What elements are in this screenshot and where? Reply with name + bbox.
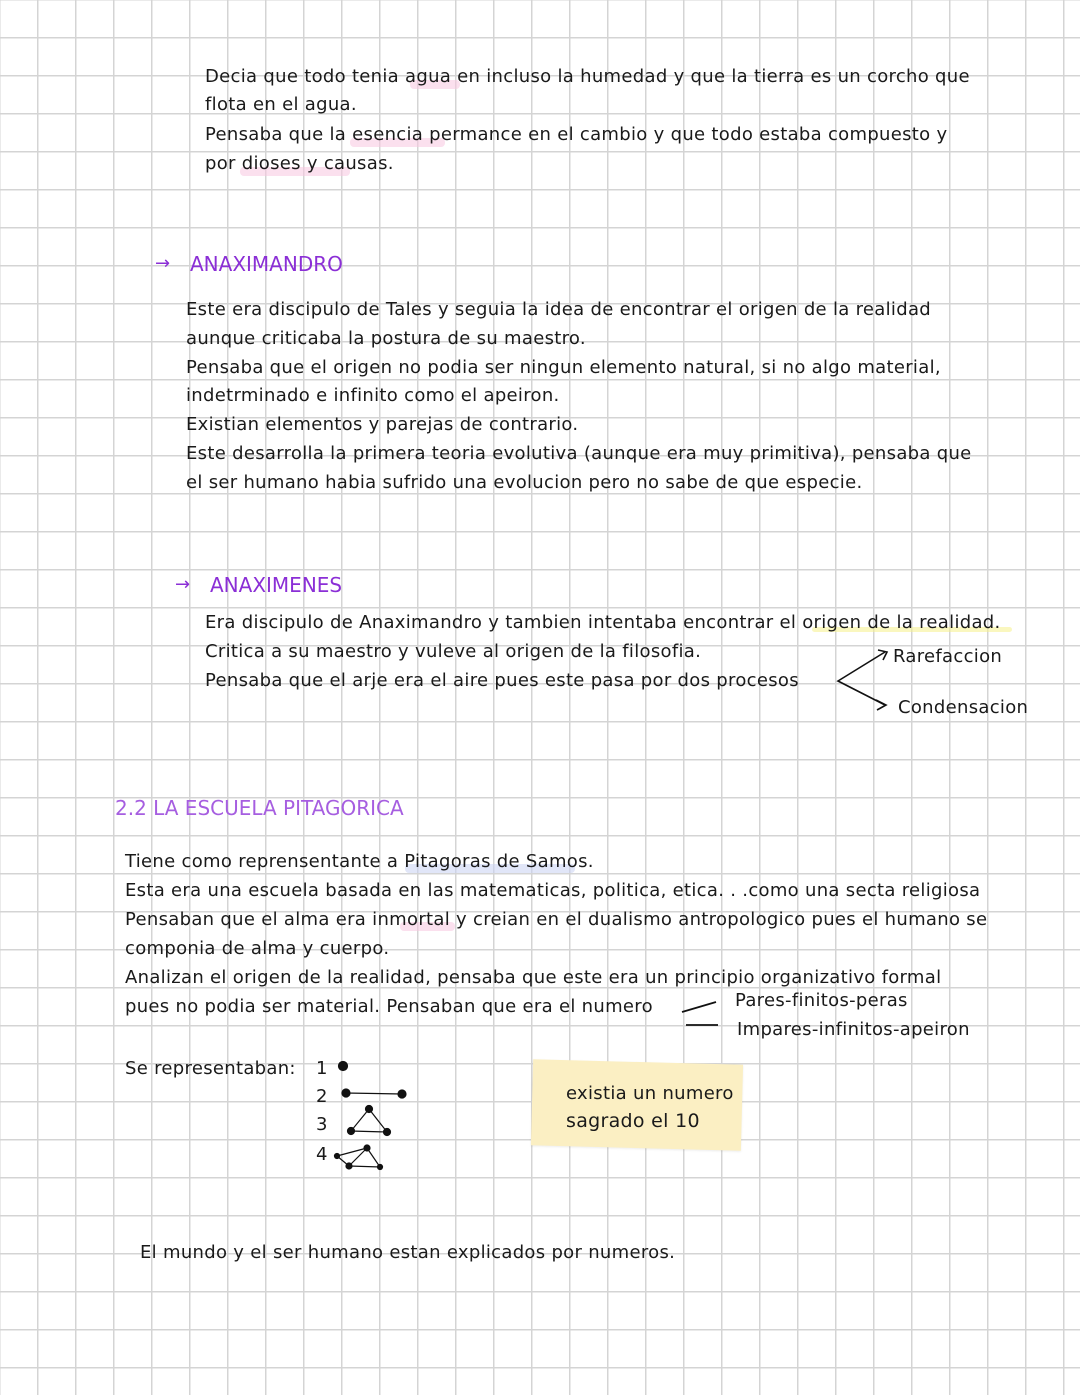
numbers-pares: Pares-finitos-peras — [735, 990, 908, 1011]
figure-number: 2 — [316, 1086, 328, 1107]
anaximandro-line: Este desarrolla la primera teoria evolutiva (aunque era muy primitiva), pensaba que — [186, 443, 972, 464]
pitagorica-line: Esta era una escuela basada en las matematicas, politica, etica. . .como una secta religiosa — [125, 880, 981, 901]
branch-lines-icon — [682, 1002, 718, 1025]
arrow-right-icon: → — [155, 253, 171, 274]
arrow-right-icon: → — [175, 574, 191, 595]
tales-line: flota en el agua. — [205, 94, 357, 115]
anaximenes-line: Era discipulo de Anaximandro y tambien intentaba encontrar el origen de la realidad. — [205, 612, 1001, 633]
section-heading-pitagorica: 2.2 LA ESCUELA PITAGORICA — [115, 796, 404, 820]
section-heading-anaximandro: ANAXIMANDRO — [190, 252, 343, 276]
numbers-impares: Impares-infinitos-apeiron — [737, 1019, 970, 1040]
note-line: existia un numero — [566, 1083, 734, 1104]
conclusion-line: El mundo y el ser humano estan explicados por numeros. — [140, 1242, 676, 1263]
anaximenes-line: Critica a su maestro y vuleve al origen de la filosofia. — [205, 641, 702, 662]
process-rarefaccion: Rarefaccion — [893, 646, 1003, 667]
anaximandro-line: aunque criticaba la postura de su maestro. — [186, 328, 586, 349]
tales-line: por dioses y causas. — [205, 153, 394, 174]
pitagorica-line: pues no podia ser material. Pensaban que era el numero — [125, 996, 653, 1017]
pitagorica-line: componia de alma y cuerpo. — [125, 938, 390, 959]
tales-line: Decia que todo tenia agua en incluso la humedad y que la tierra es un corcho que — [205, 66, 970, 87]
tales-line: Pensaba que la esencia permance en el cambio y que todo estaba compuesto y — [205, 124, 948, 145]
note-line: sagrado el 10 — [566, 1110, 700, 1132]
figure-number: 1 — [316, 1058, 328, 1079]
pitagorica-line: Tiene como reprensentante a Pitagoras de Samos. — [125, 851, 594, 872]
represent-label: Se representaban: — [125, 1058, 296, 1079]
process-condensacion: Condensacion — [898, 697, 1029, 718]
pitagorica-line: Analizan el origen de la realidad, pensaba que este era un principio organizativo formal — [125, 967, 942, 988]
anaximandro-line: Pensaba que el origen no podia ser ningun elemento natural, si no algo material, — [186, 357, 941, 378]
anaximandro-line: indetrminado e infinito como el apeiron. — [186, 385, 560, 406]
figure-number: 4 — [316, 1144, 328, 1165]
section-heading-anaximenes: ANAXIMENES — [210, 573, 343, 597]
anaximandro-line: Existian elementos y parejas de contrario. — [186, 414, 579, 435]
pitagorica-line: Pensaban que el alma era inmortal y creian en el dualismo antropologico pues el humano se — [125, 909, 988, 930]
anaximandro-line: el ser humano habia sufrido una evolucion pero no sabe de que especie. — [186, 472, 863, 493]
figure-number: 3 — [316, 1114, 328, 1135]
tetractys-figures-icon — [335, 1062, 407, 1170]
anaximenes-line: Pensaba que el arje era el aire pues este pasa por dos procesos — [205, 670, 799, 691]
anaximandro-line: Este era discipulo de Tales y seguia la idea de encontrar el origen de la realidad — [186, 299, 932, 320]
branch-arrows-icon — [838, 650, 887, 710]
